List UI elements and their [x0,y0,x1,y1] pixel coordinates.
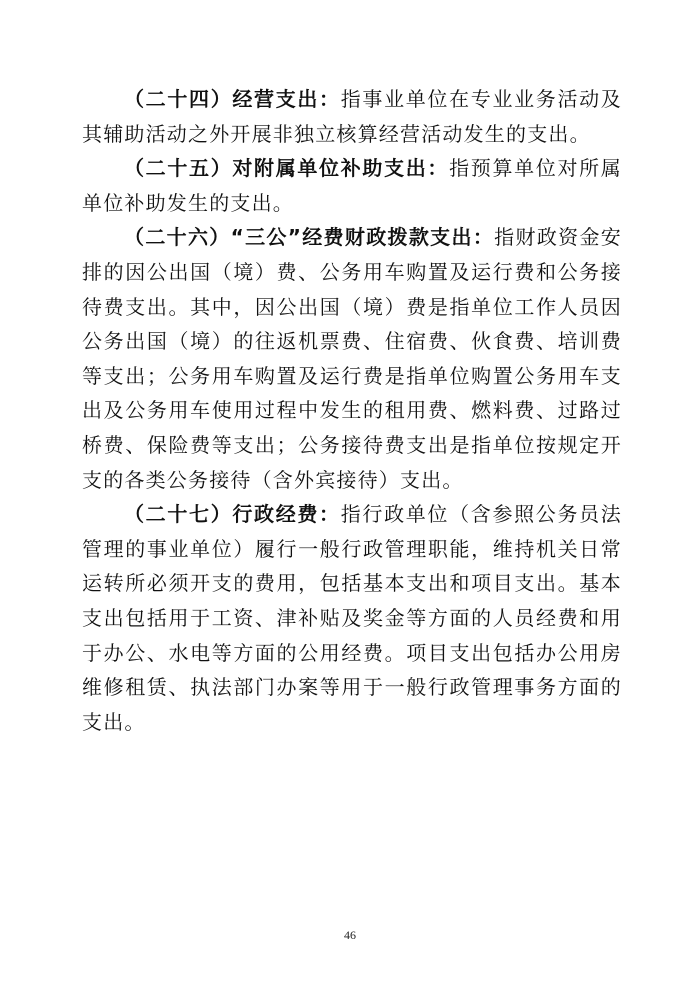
term-heading: （二十五）对附属单位补助支出： [124,156,450,181]
paragraph-26 [82,220,622,497]
paragraph-24 [82,82,622,151]
term-heading: （二十六）“三公”经费财政拨款支出： [124,225,495,250]
paragraph-25 [82,151,622,220]
paragraph-27 [82,497,622,739]
term-heading: （二十四）经营支出： [124,87,341,111]
term-heading: （二十七）行政经费： [124,502,341,527]
document-body [82,82,622,739]
term-definition: 指行政单位（含参照公务员法管理的事业单位）履行一般行政管理职能，维持机关日常运转所必须开支的费用，包括基本支出和项目支出。基本支出包括用于工资、津补贴及奖金等方面的人员经费和用于办公、水电等方面的公用经费。项目支出包括办公用房维修租赁、执法部门办案等用于一般行政管理事务方面的支出。 [82,502,623,734]
term-definition: 指预算单位对所属单位补助发生的支出。 [82,156,622,215]
term-definition: 指事业单位在专业业务活动及其辅助活动之外开展非独立核算经营活动发生的支出。 [82,87,623,146]
term-definition: 指财政资金安排的因公出国（境）费、公务用车购置及运行费和公务接待费支出。其中，因公出国（境）费是指单位工作人员因公务出国（境）的往返机票费、住宿费、伙食费、培训费等支出；公务用车购置及运行费是指单位购置公务用车支出及公务用车使用过程中发生的租用费、燃料费、过路过桥费、保险费等支出；公务接待费支出是指单位按规定开支的各类公务接待（含外宾接待）支出。 [82,225,623,492]
page-number: 46 [344,928,356,942]
